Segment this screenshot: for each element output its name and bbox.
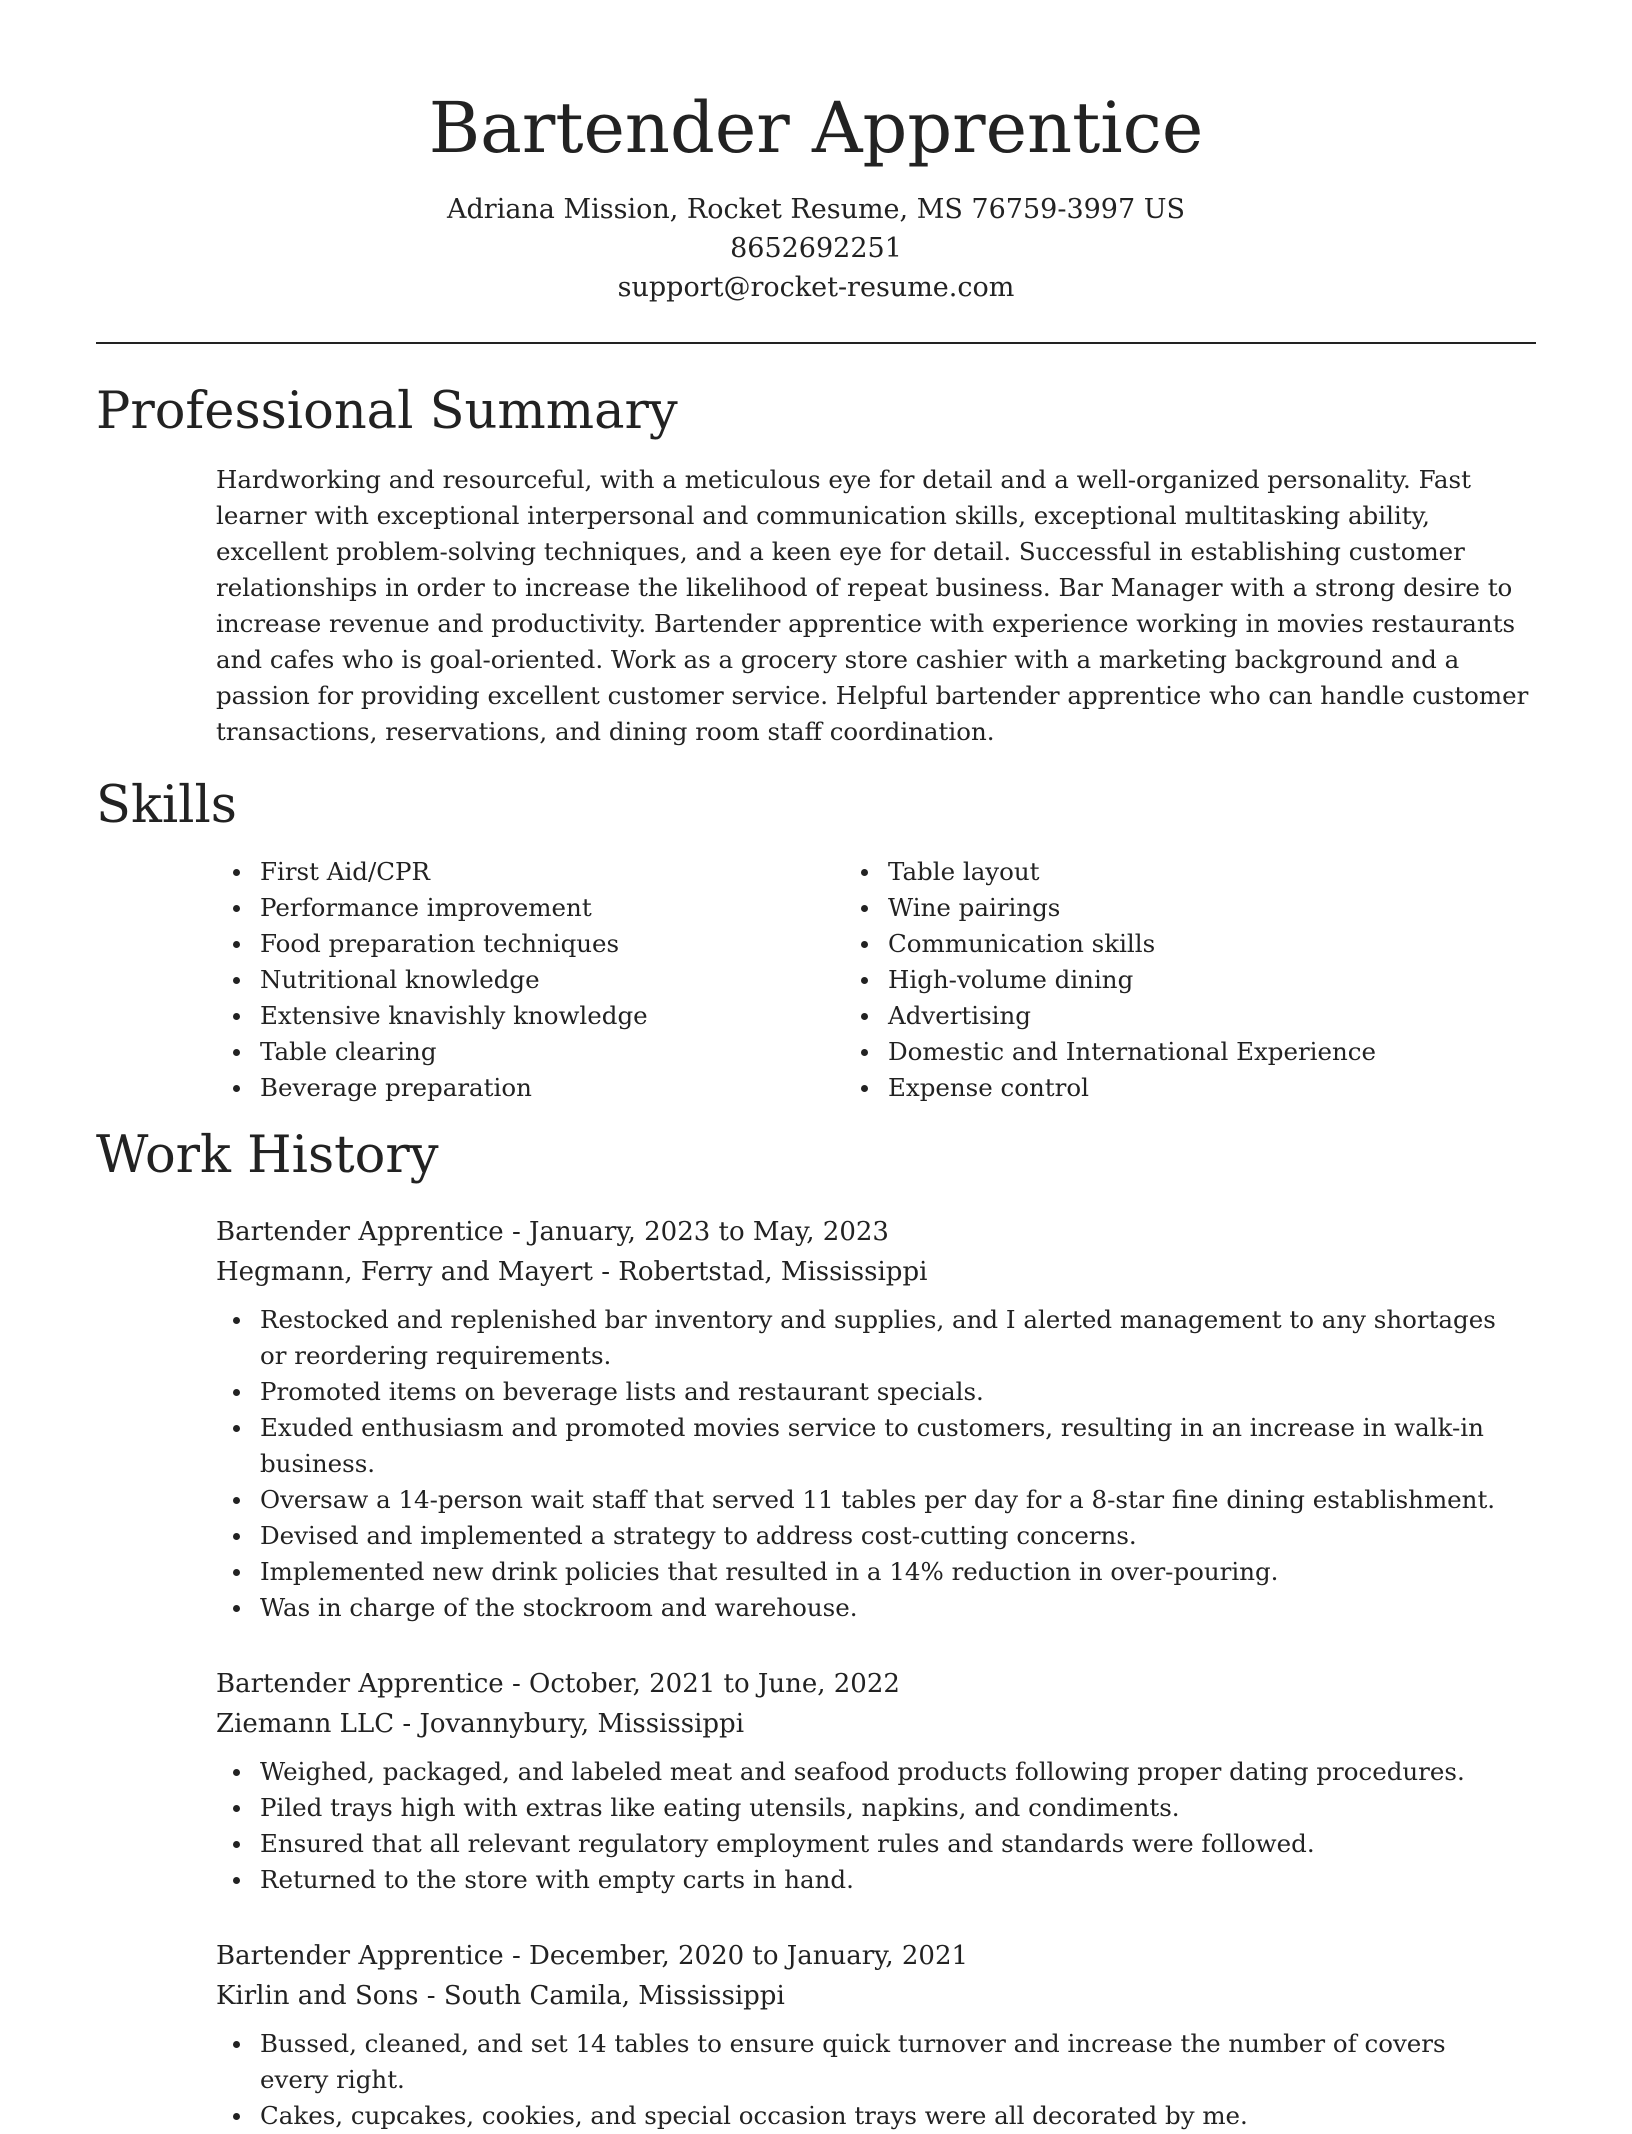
skill-item: First Aid/CPR	[260, 854, 822, 890]
job-duty: Promoted items on beverage lists and restaurant specials.	[260, 1374, 1510, 1410]
summary-text: Hardworking and resourceful, with a meticulous eye for detail and a well-organized personality. Fast learner with exceptional interpersonal and communication skills, exceptional multitasking ability, excellent problem-solving techniques, and a keen eye for detail. Successful in establishing customer relationships in order to increase the likelihood of repeat business. Bar Manager with a strong desire to increase revenue and productivity. Bartender apprentice with experience working in movies restaurants and cafes who is goal-oriented. Work as a grocery store cashier with a marketing background and a passion for providing excellent customer service. Helpful bartender apprentice who can handle customer transactions, reservations, and dining room staff coordination.	[216, 465, 1529, 746]
skill-item: High-volume dining	[888, 962, 1428, 998]
skill-item: Nutritional knowledge	[260, 962, 822, 998]
job-employer: Hegmann, Ferry and Mayert	[216, 1257, 593, 1287]
job-role: Bartender Apprentice	[216, 1669, 504, 1699]
skills-column-right	[822, 854, 1428, 1106]
skill-item: Performance improvement	[260, 890, 822, 926]
skill-item: Food preparation techniques	[260, 926, 822, 962]
job-entry	[216, 1664, 1536, 1898]
job-duty: Bussed, cleaned, and set 14 tables to ensure quick turnover and increase the number of covers every right.	[260, 2026, 1510, 2098]
job-entry	[216, 1936, 1536, 2134]
job-dates: October, 2021 to June, 2022	[529, 1669, 900, 1699]
separator: -	[503, 1217, 530, 1247]
skill-item: Communication skills	[888, 926, 1428, 962]
job-dates: December, 2020 to January, 2021	[529, 1941, 969, 1971]
job-title-line	[216, 1664, 1536, 1704]
skill-item: Expense control	[888, 1070, 1428, 1106]
skill-item: Domestic and International Experience	[888, 1034, 1428, 1070]
job-duties	[216, 1302, 1536, 1626]
job-role: Bartender Apprentice	[216, 1217, 504, 1247]
contact-info	[0, 190, 1632, 307]
skills-heading: Skills	[96, 776, 237, 835]
job-employer: Ziemann LLC	[216, 1709, 395, 1739]
job-duties	[216, 2026, 1536, 2134]
job-location: Robertstad, Mississippi	[618, 1257, 928, 1287]
resume-header	[0, 84, 1632, 307]
separator: -	[503, 1941, 530, 1971]
job-duty: Exuded enthusiasm and promoted movies service to customers, resulting in an increase in walk-in business.	[260, 1410, 1510, 1482]
job-duties	[216, 1754, 1536, 1898]
work-history-heading: Work History	[96, 1126, 439, 1185]
address: Adriana Mission, Rocket Resume, MS 76759-3997 US	[447, 194, 1185, 225]
job-duty: Devised and implemented a strategy to address cost-cutting concerns.	[260, 1518, 1510, 1554]
skills-column-left	[216, 854, 822, 1106]
job-dates: January, 2023 to May, 2023	[529, 1217, 889, 1247]
job-employer: Kirlin and Sons	[216, 1981, 419, 2011]
job-duty: Piled trays high with extras like eating utensils, napkins, and condiments.	[260, 1790, 1510, 1826]
skills-list	[216, 854, 1536, 1106]
job-employer-line	[216, 1704, 1536, 1744]
job-duty: Oversaw a 14-person wait staff that served 11 tables per day for a 8-star fine dining establishment.	[260, 1482, 1510, 1518]
skill-item: Extensive knavishly knowledge	[260, 998, 822, 1034]
separator: -	[503, 1669, 530, 1699]
job-duty: Implemented new drink policies that resulted in a 14% reduction in over-pouring.	[260, 1554, 1510, 1590]
job-role: Bartender Apprentice	[216, 1941, 504, 1971]
header-divider	[96, 342, 1536, 344]
job-duty: Ensured that all relevant regulatory employment rules and standards were followed.	[260, 1826, 1510, 1862]
separator: -	[592, 1257, 619, 1287]
job-title-line	[216, 1212, 1536, 1252]
job-entry	[216, 1212, 1536, 1626]
job-duty: Was in charge of the stockroom and warehouse.	[260, 1590, 1510, 1626]
skill-item: Beverage preparation	[260, 1070, 822, 1106]
separator: -	[418, 1981, 444, 2011]
job-location: South Camila, Mississippi	[443, 1981, 785, 2011]
separator: -	[394, 1709, 420, 1739]
candidate-name: Bartender Apprentice	[428, 87, 1204, 169]
job-employer-line	[216, 1252, 1536, 1292]
job-duty: Restocked and replenished bar inventory and supplies, and I alerted management to any shortages or reordering requirements.	[260, 1302, 1510, 1374]
summary-heading: Professional Summary	[96, 382, 678, 441]
job-location: Jovannybury, Mississippi	[419, 1709, 745, 1739]
job-duty: Returned to the store with empty carts in hand.	[260, 1862, 1510, 1898]
job-title-line	[216, 1936, 1536, 1976]
phone-number: 8652692251	[730, 233, 902, 264]
skill-item: Advertising	[888, 998, 1428, 1034]
job-duty: Weighed, packaged, and labeled meat and seafood products following proper dating procedures.	[260, 1754, 1510, 1790]
skill-item: Wine pairings	[888, 890, 1428, 926]
job-duty: Cakes, cupcakes, cookies, and special occasion trays were all decorated by me.	[260, 2098, 1510, 2134]
job-employer-line	[216, 1976, 1536, 2016]
skill-item: Table layout	[888, 854, 1428, 890]
skill-item: Table clearing	[260, 1034, 822, 1070]
email-address: support@rocket-resume.com	[617, 272, 1015, 303]
